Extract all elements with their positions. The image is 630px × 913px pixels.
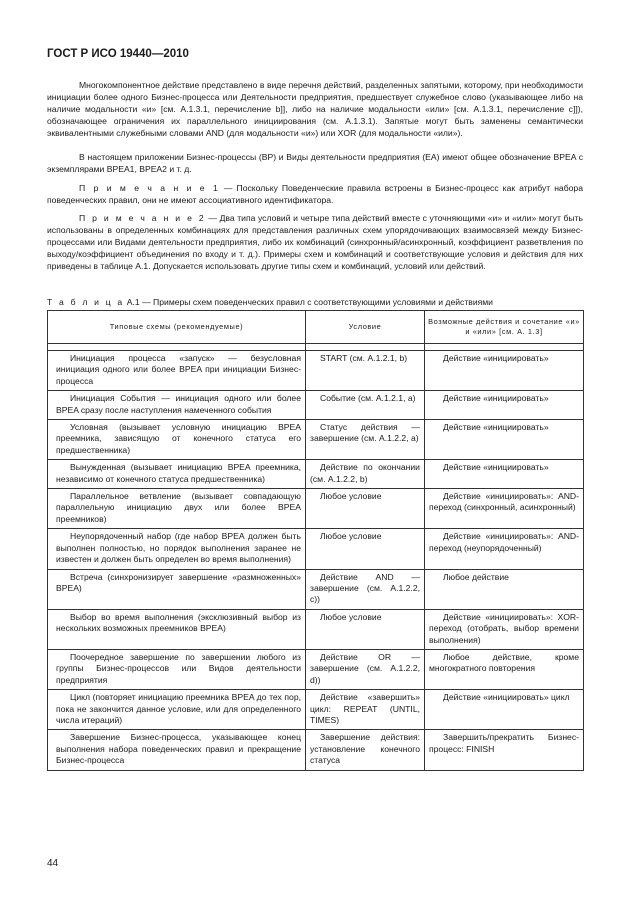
condition-cell: Действие OR — завершение (см. А.1.2.2, d)) bbox=[306, 649, 425, 689]
table-caption bbox=[47, 297, 493, 307]
table-row bbox=[48, 529, 584, 569]
action-cell: Действие «инициировать» bbox=[425, 460, 584, 489]
table-spacer-row bbox=[48, 344, 584, 351]
action-cell: Действие «инициировать» bbox=[425, 391, 584, 420]
table-row bbox=[48, 649, 584, 689]
note-2 bbox=[47, 212, 583, 272]
condition-cell: Любое условие bbox=[306, 529, 425, 569]
paragraph-bpea-definition: В настоящем приложении Бизнес-процессы (BP) и Виды деятельности предприятия (EA) имеют общее обозначение BPEA с экземплярами BPEA1, BPEA2 и т. д. bbox=[47, 152, 583, 174]
condition-cell: START (см. А.1.2.1, b) bbox=[306, 351, 425, 391]
scheme-cell: Инициация процесса «запуск» — безусловная инициация одного или более BPEA при инициации Бизнес-процесса bbox=[48, 351, 306, 391]
column-header-actions: Возможные действия и сочетание «и» и «или» [см. А. 1.3] bbox=[425, 311, 584, 344]
action-cell: Любое действие bbox=[425, 569, 584, 609]
column-header-schemes: Типовые схемы (рекомендуемые) bbox=[48, 311, 306, 344]
scheme-cell: Инициация События — инициация одного или более BPEA сразу после наступления намеченного события bbox=[48, 391, 306, 420]
note-2-text: — Два типа условий и четыре типа действий вместе с уточняющими «и» и «или» могут быть использованы в определенных комбинациях для представления различных схем упорядочивающих взаимосвязей между Бизнес-процессами или Видами деятельности предприятия, либо их комбинаций (синхронный/асинхронный, коэффициент разветвления по выходу/коэффициент объединения по входу и т. д.). Примеры схем и комбинаций и соответствующие условия и действия для них приведены в таблице А.1. Допускается использовать другие типы схем и комбинаций, условий или действий. bbox=[47, 213, 583, 271]
condition-cell: Действие «завершить» цикл: REPEAT (UNTIL, TIMES) bbox=[306, 690, 425, 730]
table-caption-label: Т а б л и ц а bbox=[47, 297, 125, 307]
table-header-row bbox=[48, 311, 584, 344]
table-row bbox=[48, 690, 584, 730]
action-cell: Действие «инициировать»: AND-переход (неупорядоченный) bbox=[425, 529, 584, 569]
action-cell: Действие «инициировать» bbox=[425, 420, 584, 460]
table-row bbox=[48, 391, 584, 420]
condition-cell: Завершение действия: установление конечного статуса bbox=[306, 730, 425, 770]
action-cell: Завершить/прекратить Бизнес-процесс: FINISH bbox=[425, 730, 584, 770]
table-row bbox=[48, 420, 584, 460]
note-1-label: П р и м е ч а н и е 1 bbox=[79, 183, 220, 193]
note-2-label: П р и м е ч а н и е 2 bbox=[79, 213, 206, 223]
scheme-cell: Встреча (синхронизирует завершение «размноженных» BPEA) bbox=[48, 569, 306, 609]
scheme-cell: Цикл (повторяет инициацию преемника BPEA до тех пор, пока не закончится данное условие, или для определенного числа итераций) bbox=[48, 690, 306, 730]
condition-cell: Действие по окончании (см. А.1.2.2, b) bbox=[306, 460, 425, 489]
scheme-cell: Вынужденная (вызывает инициацию BPEA преемника, независимо от конечного статуса предшественника) bbox=[48, 460, 306, 489]
condition-cell: Любое условие bbox=[306, 489, 425, 529]
condition-cell: Статус действия — завершение (см. А.1.2.2, а) bbox=[306, 420, 425, 460]
scheme-cell: Завершение Бизнес-процесса, указывающее конец выполнения набора поведенческих правил и прекращение Бизнес-процесса bbox=[48, 730, 306, 770]
condition-cell: Действие AND — завершение (см. А.1.2.2, c)) bbox=[306, 569, 425, 609]
action-cell: Любое действие, кроме многократного повторения bbox=[425, 649, 584, 689]
table-row bbox=[48, 609, 584, 649]
table-row bbox=[48, 569, 584, 609]
table-row bbox=[48, 351, 584, 391]
action-cell: Действие «инициировать»: XOR-переход (отобрать, выбор времени выполнения) bbox=[425, 609, 584, 649]
action-cell: Действие «инициировать»: AND-переход (синхронный, асинхронный) bbox=[425, 489, 584, 529]
scheme-cell: Условная (вызывает условную инициацию BPEA преемника, зависящую от конечного статуса его предшественника) bbox=[48, 420, 306, 460]
table-caption-text: А.1 — Примеры схем поведенческих правил с соответствующими условиями и действиями bbox=[124, 297, 493, 307]
table-row bbox=[48, 460, 584, 489]
column-header-condition: Условие bbox=[306, 311, 425, 344]
page-number: 44 bbox=[47, 858, 59, 869]
condition-cell: Любое условие bbox=[306, 609, 425, 649]
scheme-cell: Параллельное ветвление (вызывает совпадающую параллельную инициацию двух или более BPEA преемников) bbox=[48, 489, 306, 529]
note-1 bbox=[47, 182, 583, 206]
note-1-text: — Поскольку Поведенческие правила встроены в Бизнес-процесс как атрибут набора поведенческих правил, они не имеют ассоциативного идентификатора. bbox=[47, 183, 583, 205]
table-row bbox=[48, 730, 584, 770]
scheme-cell: Неупорядоченный набор (где набор BPEA должен быть выполнен полностью, но порядок выполнения заранее не известен и должен быть определен во время выполнения) bbox=[48, 529, 306, 569]
scheme-cell: Выбор во время выполнения (эксклюзивный выбор из нескольких возможных преемников BPEA) bbox=[48, 609, 306, 649]
scheme-cell: Поочередное завершение по завершении любого из группы Бизнес-процессов или Видов деятельности предприятия bbox=[48, 649, 306, 689]
action-cell: Действие «инициировать» bbox=[425, 351, 584, 391]
document-header: ГОСТ Р ИСО 19440—2010 bbox=[47, 48, 189, 60]
table-row bbox=[48, 489, 584, 529]
action-cell: Действие «инициировать» цикл bbox=[425, 690, 584, 730]
paragraph-multicomponent-action: Многокомпонентное действие представлено в виде перечня действий, разделенных запятыми, которому, при необходимости инициации более одного Бизнес-процесса или Деятельности предприятия, предшествует служебное слово (указывающее либо на наличие модальности «и» [см. А.1.3.1, перечисление b]], либо на наличие модальности «или» [см. А.1.3.1, перечисление c]]), обозначающее ограничения их параллельного инициирования (см. А.1.3.1). Запятые могут быть заменены семантически эквивалентными служебными словами AND (для модальности «и») или XOR (для модальности «или»). bbox=[47, 80, 583, 138]
behavior-rules-table bbox=[47, 310, 584, 771]
condition-cell: Событие (см. А.1.2.1, а) bbox=[306, 391, 425, 420]
